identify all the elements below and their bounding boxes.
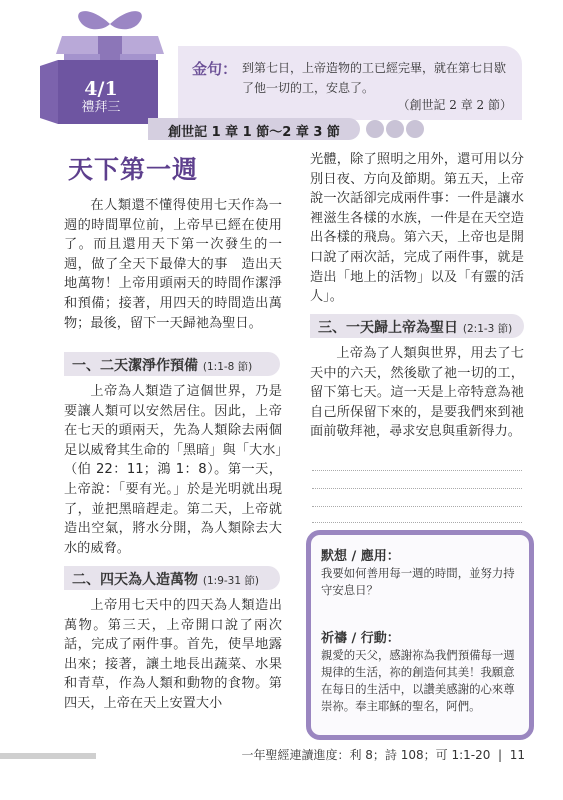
section-title: 一、二天潔淨作預備 xyxy=(72,358,198,374)
section-heading-2 xyxy=(64,566,280,590)
section-heading-3 xyxy=(310,314,524,338)
verse-reference: （創世記 2 章 2 節） xyxy=(397,98,512,112)
decor-dot xyxy=(406,120,424,138)
section-ref: (1:1-8 節) xyxy=(202,361,253,373)
footer-rule xyxy=(0,753,96,759)
section-body-1: 上帝為人類造了這個世界，乃是要讓人類可以安然居住。因此，上帝在七天的頭兩天，先為人類除去兩個足以威脅其生命的「黑暗」與「大水」（伯 22：11；鴻 1：8）。第一天，上帝說：「要有光。」於是光明就出現了，並把黑暗趕走。第二天，上帝就造出空氣，將水分開，為人類除去大水的威脅。 xyxy=(64,384,282,556)
section-ref: (1:9-31 節) xyxy=(202,575,259,587)
section-body-2: 上帝用七天中的四天為人類造出萬物。第三天，上帝開口說了兩次話，完成了兩件事。首先，使旱地露出來；接著，讓土地長出蔬菜、水果和青草，作為人類和動物的食物。第四天，上帝在天上安置大小 xyxy=(64,598,282,711)
date-label xyxy=(58,78,144,116)
date: 4/1 xyxy=(84,78,118,100)
continuation-paragraph: 光體，除了照明之用外，還可用以分別日夜、方向及節期。第五天，上帝說一次話卻完成兩件事：一件是讓水裡滋生各樣的水族，一件是在天空造出各樣的飛鳥。第六天，上帝也是開口說了兩次話，完成了兩件事，就是造出「地上的活物」以及「有靈的活人」。 xyxy=(310,152,524,305)
weekday: 禮拜三 xyxy=(81,100,121,115)
intro-paragraph: 在人類還不懂得使用七天作為一週的時間單位前，上帝早已經在使用了。而且還用天下第一次發生的一週，做了全天下最偉大的事 造出天地萬物！上帝用頭兩天的時間作潔淨和預備；接著，用四天的時間造出萬物；最後，留下一天歸祂為聖日。 xyxy=(64,198,282,331)
verse-label: 金句： xyxy=(192,60,238,78)
meditate-label: 默想 / 應用： xyxy=(321,549,400,564)
note-line xyxy=(312,522,522,523)
decor-dot xyxy=(366,120,384,138)
prayer-label: 祈禱 / 行動： xyxy=(321,631,400,646)
prayer-text: 親愛的天父，感謝祢為我們預備每一週規律的生活，祢的創造何其美！我願意在每日的生活中，以讚美感謝的心來尊崇祢。奉主耶穌的聖名，阿們。 xyxy=(321,648,515,713)
footer-separator: | xyxy=(494,748,506,762)
decor-dot xyxy=(386,120,404,138)
section-title: 三、一天歸上帝為聖日 xyxy=(318,320,458,336)
note-line xyxy=(312,470,522,471)
reflection-box xyxy=(306,530,534,740)
reading-progress: 一年聖經連讀進度：利 8；詩 108；可 1:1-20 xyxy=(241,748,491,762)
page-number: 11 xyxy=(509,748,525,762)
meditate-text: 我要如何善用每一週的時間，並努力持守安息日？ xyxy=(321,566,515,597)
section-title: 二、四天為人造萬物 xyxy=(72,572,198,588)
section-ref: (2:1-3 節) xyxy=(462,323,513,335)
memory-verse-box xyxy=(178,46,522,120)
reading-passage: 創世記 1 章 1 節～2 章 3 節 xyxy=(168,125,340,140)
section-body-3: 上帝為了人類與世界，用去了七天中的六天，然後歇了祂一切的工，留下第七天。這一天是上帝特意為祂自己所保留下來的，是要我們來到祂面前敬拜祂，尋求安息與重新得力。 xyxy=(310,346,524,440)
note-line xyxy=(312,506,522,507)
reading-passage-bar xyxy=(148,118,360,140)
section-heading-1 xyxy=(64,352,280,376)
page-title: 天下第一週 xyxy=(68,155,199,184)
note-line xyxy=(312,488,522,489)
verse-text: 到第七日，上帝造物的工已經完畢，就在第七日歇了他一切的工，安息了。 xyxy=(242,61,507,95)
footer xyxy=(241,746,525,763)
